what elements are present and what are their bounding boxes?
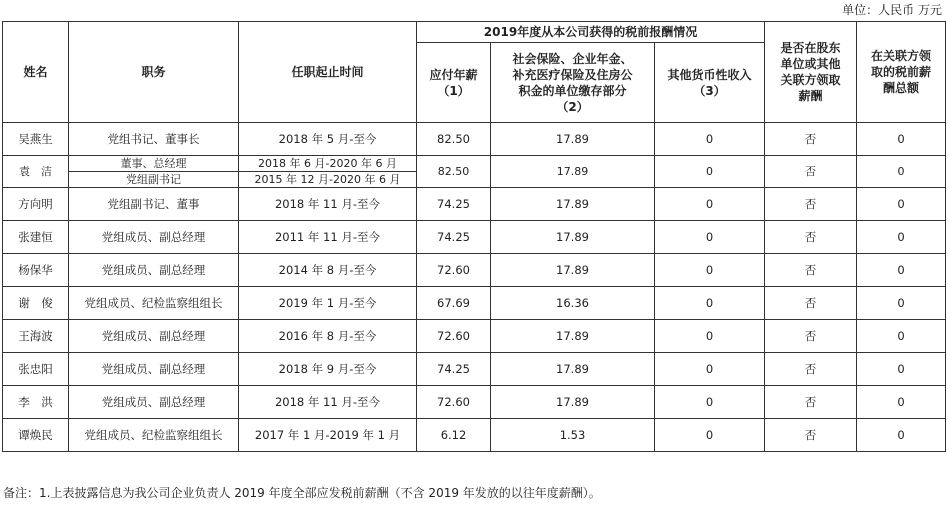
table-row (3, 353, 946, 386)
cell-related: 否 (765, 353, 857, 386)
cell-position: 党组成员、副总经理 (69, 353, 239, 386)
cell-term: 2018 年 6 月-2020 年 6 月 (239, 156, 417, 172)
header-line: 应付年薪 (429, 67, 478, 82)
header-line: 取的税前薪 (870, 65, 931, 79)
col-header-term: 任职起止时间 (239, 22, 417, 123)
cell-social: 17.89 (491, 386, 655, 419)
cell-related-total: 0 (857, 419, 946, 452)
cell-name: 谢 俊 (3, 287, 69, 320)
cell-term: 2011 年 11 月-至今 (239, 221, 417, 254)
cell-related-total: 0 (857, 386, 946, 419)
cell-position: 党组书记、董事长 (69, 123, 239, 156)
footnote: 备注：1.上表披露信息为我公司企业负责人 2019 年度全部应发税前薪酬（不含 2019 年发放的以往年度薪酬）。 (3, 486, 601, 500)
cell-position: 党组成员、副总经理 (69, 320, 239, 353)
cell-name: 张忠阳 (3, 353, 69, 386)
cell-term: 2014 年 8 月-至今 (239, 254, 417, 287)
header-line: （2） (556, 99, 589, 114)
cell-related: 否 (765, 156, 857, 188)
cell-related: 否 (765, 123, 857, 156)
table-row (3, 123, 946, 156)
header-row-top (3, 22, 946, 43)
cell-term: 2015 年 12 月-2020 年 6 月 (239, 172, 417, 188)
cell-name: 袁 洁 (3, 156, 69, 188)
cell-related-total: 0 (857, 287, 946, 320)
cell-related: 否 (765, 287, 857, 320)
cell-term: 2018 年 9 月-至今 (239, 353, 417, 386)
cell-related-total: 0 (857, 353, 946, 386)
cell-salary: 67.69 (417, 287, 491, 320)
cell-related-total: 0 (857, 156, 946, 188)
cell-related: 否 (765, 188, 857, 221)
cell-social: 17.89 (491, 254, 655, 287)
cell-salary: 6.12 (417, 419, 491, 452)
cell-position: 党组成员、纪检监察组组长 (69, 287, 239, 320)
cell-term: 2018 年 5 月-至今 (239, 123, 417, 156)
cell-social: 17.89 (491, 353, 655, 386)
cell-position: 党组成员、纪检监察组组长 (69, 419, 239, 452)
cell-name: 吴燕生 (3, 123, 69, 156)
col-header-salary (417, 43, 491, 123)
header-line: 在关联方领 (870, 49, 931, 63)
cell-social: 17.89 (491, 188, 655, 221)
col-header-related-total (857, 22, 946, 123)
cell-name: 方向明 (3, 188, 69, 221)
cell-salary: 72.60 (417, 254, 491, 287)
cell-name: 谭焕民 (3, 419, 69, 452)
table-row (3, 386, 946, 419)
cell-position: 党组成员、副总经理 (69, 254, 239, 287)
cell-social: 17.89 (491, 123, 655, 156)
cell-related-total: 0 (857, 188, 946, 221)
table-row (3, 254, 946, 287)
cell-other: 0 (655, 386, 765, 419)
cell-related-total: 0 (857, 320, 946, 353)
cell-salary: 82.50 (417, 156, 491, 188)
cell-social: 17.89 (491, 320, 655, 353)
header-line: 补充医疗保险及住房公 (512, 67, 633, 82)
table-row (3, 419, 946, 452)
cell-related: 否 (765, 221, 857, 254)
cell-other: 0 (655, 221, 765, 254)
cell-position: 党组成员、副总经理 (69, 221, 239, 254)
cell-other: 0 (655, 123, 765, 156)
col-header-group-title: 2019年度从本公司获得的税前报酬情况 (417, 22, 765, 43)
header-line: 关联方领取 (780, 73, 841, 87)
cell-related: 否 (765, 320, 857, 353)
compensation-table (2, 21, 946, 452)
cell-term: 2019 年 1 月-至今 (239, 287, 417, 320)
col-header-name: 姓名 (3, 22, 69, 123)
cell-other: 0 (655, 156, 765, 188)
cell-other: 0 (655, 287, 765, 320)
table-row (3, 188, 946, 221)
cell-other: 0 (655, 320, 765, 353)
col-header-social (491, 43, 655, 123)
table-row (3, 221, 946, 254)
table-row (3, 320, 946, 353)
cell-term: 2016 年 8 月-至今 (239, 320, 417, 353)
header-line: （3） (693, 83, 726, 98)
cell-name: 张建恒 (3, 221, 69, 254)
header-line: 薪酬 (798, 89, 823, 103)
cell-salary: 74.25 (417, 221, 491, 254)
cell-salary: 72.60 (417, 386, 491, 419)
header-line: （1） (437, 83, 470, 98)
cell-position: 董事、总经理 (69, 156, 239, 172)
cell-term: 2017 年 1 月-2019 年 1 月 (239, 419, 417, 452)
cell-position: 党组副书记 (69, 172, 239, 188)
cell-salary: 74.25 (417, 188, 491, 221)
unit-label: 单位：人民币 万元 (842, 3, 942, 17)
header-line: 单位或其他 (780, 57, 841, 71)
cell-other: 0 (655, 254, 765, 287)
cell-social: 17.89 (491, 156, 655, 188)
cell-social: 17.89 (491, 221, 655, 254)
cell-salary: 72.60 (417, 320, 491, 353)
col-header-other (655, 43, 765, 123)
cell-name: 李 洪 (3, 386, 69, 419)
cell-related-total: 0 (857, 254, 946, 287)
cell-related-total: 0 (857, 221, 946, 254)
table-row (3, 287, 946, 320)
cell-name: 杨保华 (3, 254, 69, 287)
cell-salary: 82.50 (417, 123, 491, 156)
header-line: 社会保险、企业年金、 (512, 51, 633, 66)
cell-other: 0 (655, 188, 765, 221)
col-header-position: 职务 (69, 22, 239, 123)
cell-social: 16.36 (491, 287, 655, 320)
cell-other: 0 (655, 419, 765, 452)
header-line: 其他货币性收入 (667, 67, 752, 82)
header-line: 积金的单位缴存部分 (518, 83, 627, 98)
cell-position: 党组副书记、董事 (69, 188, 239, 221)
cell-related-total: 0 (857, 123, 946, 156)
cell-related: 否 (765, 254, 857, 287)
cell-related: 否 (765, 386, 857, 419)
cell-name: 王海波 (3, 320, 69, 353)
cell-term: 2018 年 11 月-至今 (239, 188, 417, 221)
cell-term: 2018 年 11 月-至今 (239, 386, 417, 419)
table-row (3, 156, 946, 172)
header-line: 酬总额 (882, 81, 919, 95)
header-line: 是否在股东 (780, 41, 841, 55)
cell-social: 1.53 (491, 419, 655, 452)
cell-other: 0 (655, 353, 765, 386)
col-header-related (765, 22, 857, 123)
cell-position: 党组成员、副总经理 (69, 386, 239, 419)
cell-related: 否 (765, 419, 857, 452)
cell-salary: 74.25 (417, 353, 491, 386)
